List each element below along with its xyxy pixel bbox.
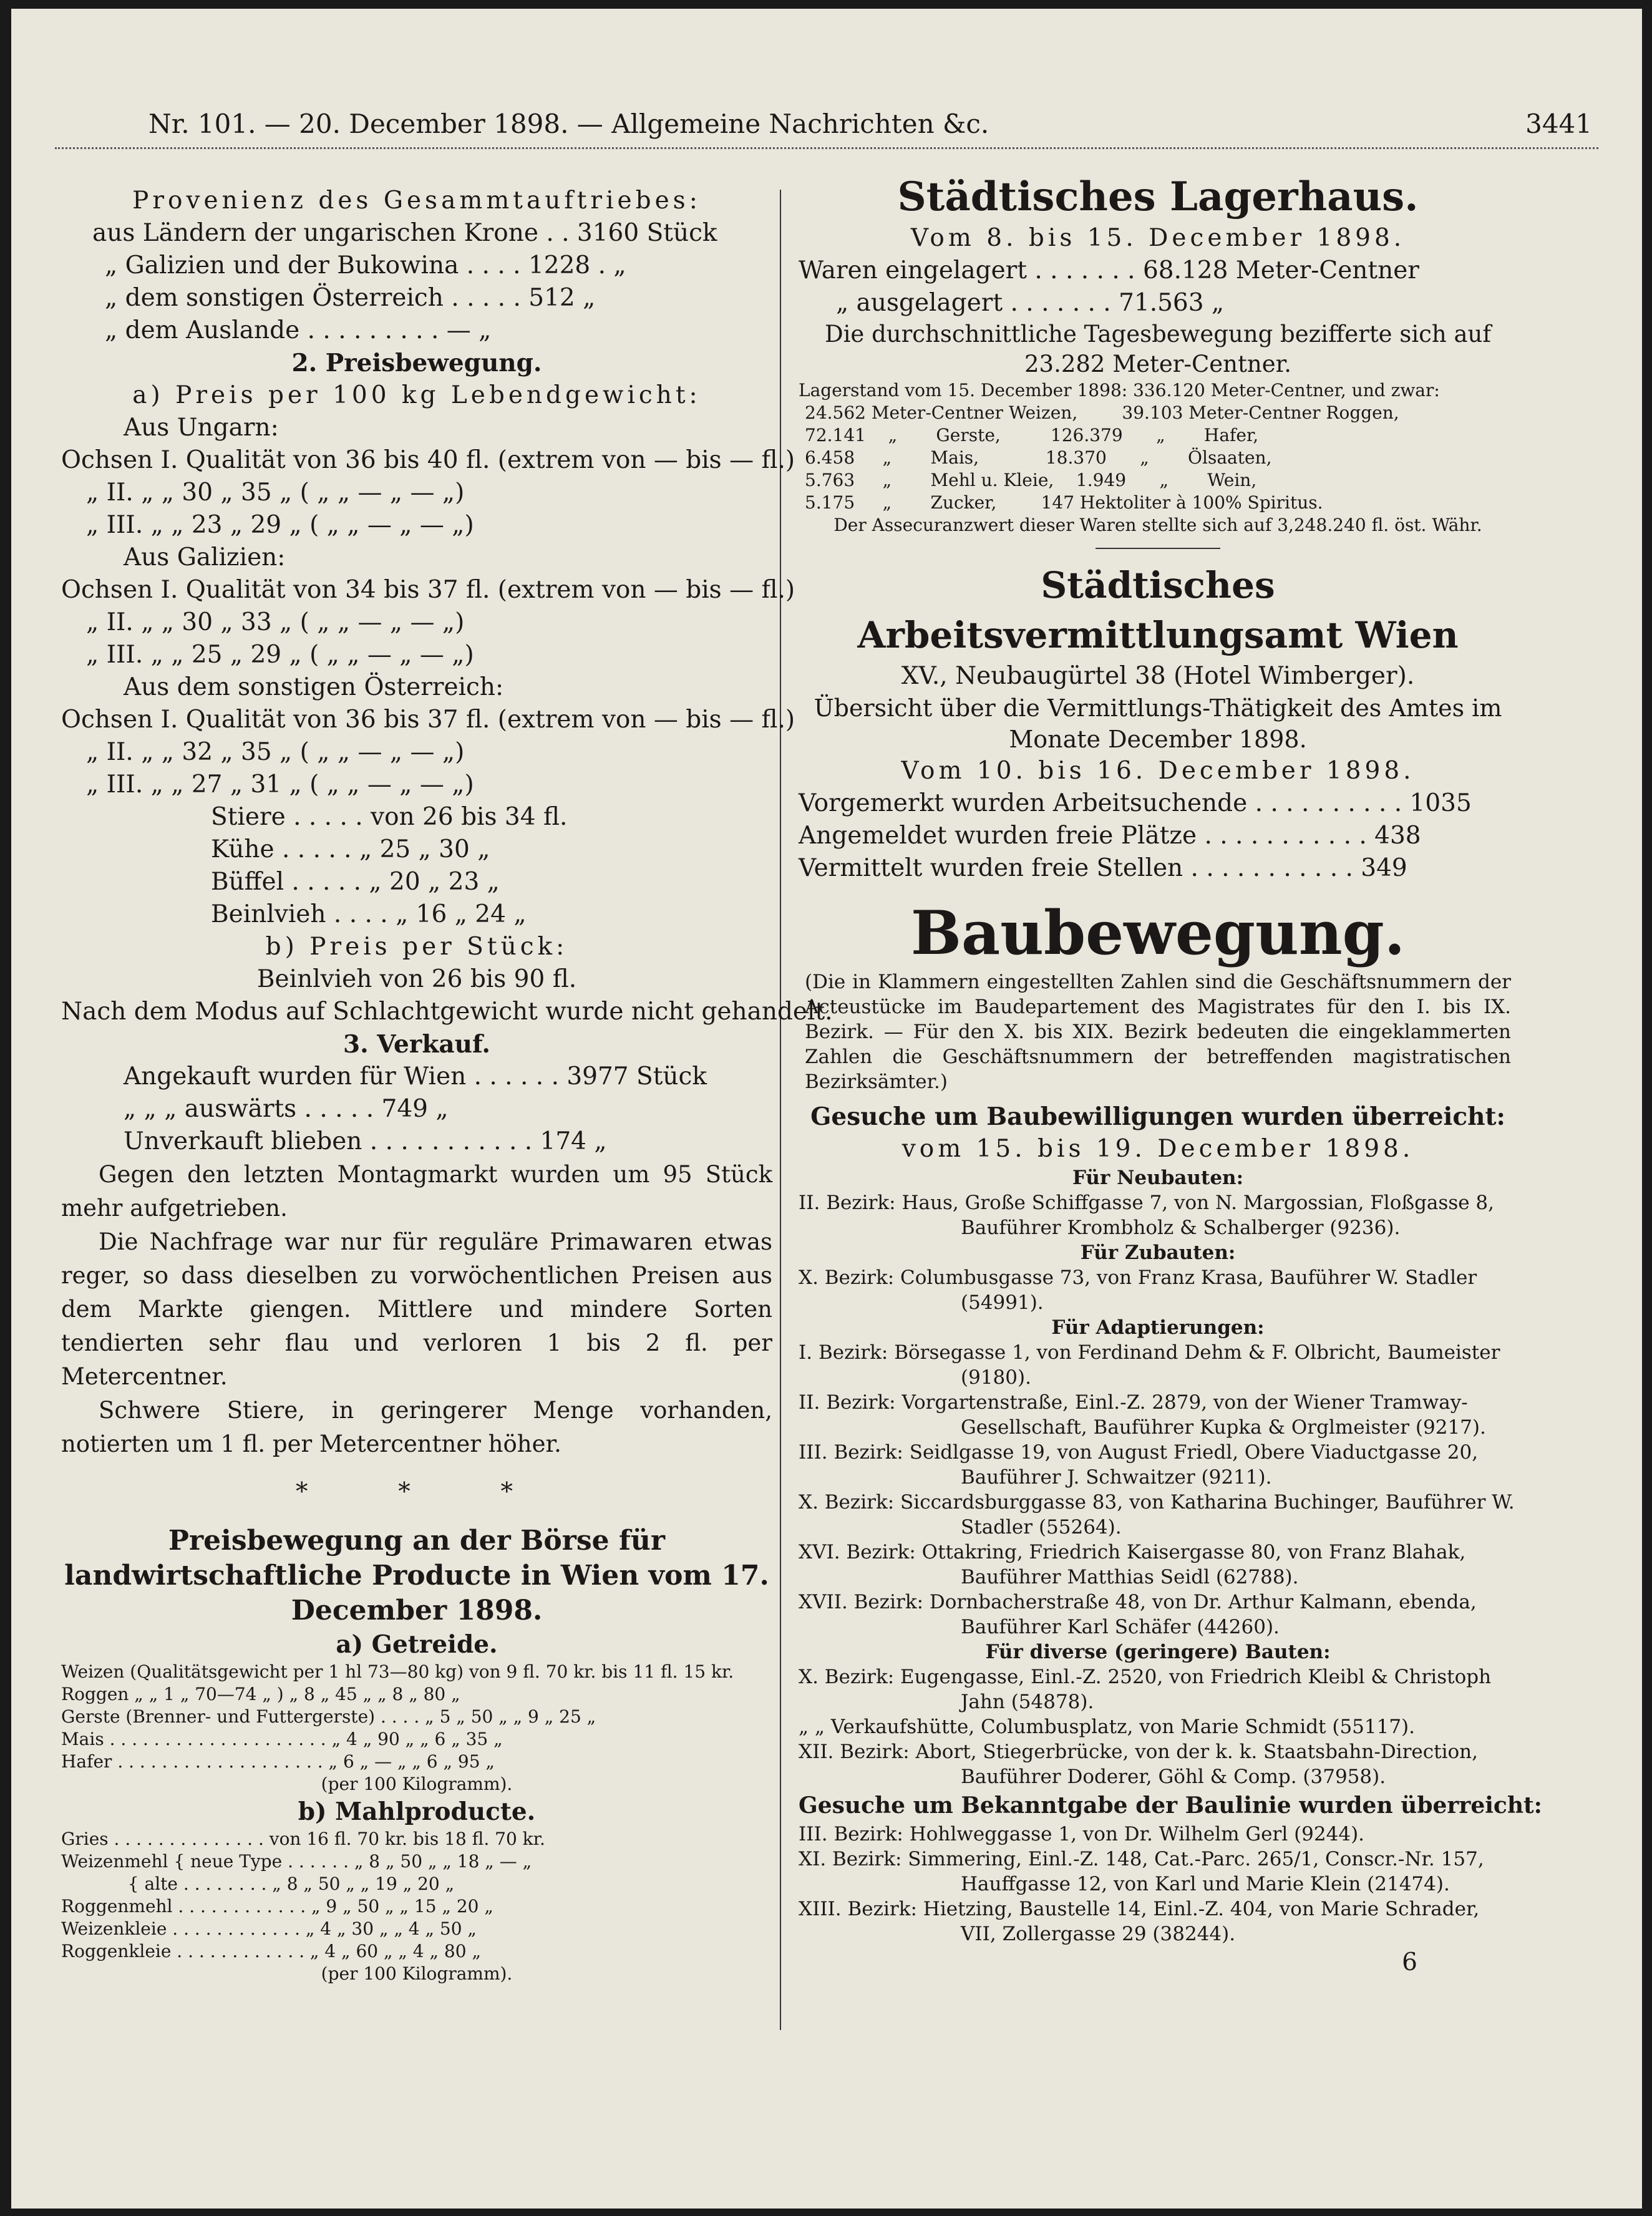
adaptierung-heading: Für Adaptierungen: — [1051, 1316, 1265, 1339]
bau-entry: I. Bezirk: Börsegasse 1, von Ferdinand Dehm & F. Olbricht, Baumeister (9180). — [799, 1341, 1500, 1389]
bau-entry: XII. Bezirk: Abort, Stiegerbrücke, von der k. k. Staatsbahn-Direction, Bauführer Doderer, Göhl & Comp. (37958). — [799, 1741, 1478, 1788]
getreide-row: Gerste (Brenner- und Futtergerste) . . . . „ 5 „ 50 „ „ 9 „ 25 „ — [61, 1706, 596, 1727]
getreide-row: Weizen (Qualitätsgewicht per 1 hl 73—80 kg) von 9 fl. 70 kr. bis 11 fl. 15 kr. — [61, 1661, 734, 1682]
bau-entry: XVII. Bezirk: Dornbacherstraße 48, von Dr. Arthur Kalmann, ebenda, Bauführer Karl Schäfer (44260). — [799, 1591, 1477, 1638]
vieh-row: Büffel . . . . . „ 20 „ 23 „ — [211, 868, 500, 896]
arbeitsamt-date: Vom 10. bis 16. December 1898. — [901, 757, 1415, 785]
neubau-heading: Für Neubauten: — [1072, 1167, 1244, 1189]
mahl-heading: b) Mahlproducte. — [298, 1797, 536, 1826]
vieh-row: Stiere . . . . . von 26 bis 34 fl. — [211, 803, 568, 831]
arbeitsamt-row: Vorgemerkt wurden Arbeitsuchende . . . . . . . . . . 1035 — [799, 789, 1472, 817]
arbeitsamt-address: XV., Neubaugürtel 38 (Hotel Wimberger). — [901, 662, 1415, 690]
price-row: „ III. „ „ 23 „ 29 „ ( „ „ — „ — „) — [86, 511, 474, 539]
bau-entry: XVI. Bezirk: Ottakring, Friedrich Kaisergasse 80, von Franz Blahak, Bauführer Matthias Seidl (62788). — [799, 1541, 1466, 1588]
lagerhaus-date: Vom 8. bis 15. December 1898. — [910, 224, 1406, 252]
bau-entry: X. Bezirk: Columbusgasse 73, von Franz Krasa, Bauführer W. Stadler (54991). — [799, 1266, 1477, 1314]
vieh-row: Beinlvieh . . . . „ 16 „ 24 „ — [211, 900, 527, 928]
baubewegung-title: Baubewegung. — [910, 898, 1406, 968]
divers-heading: Für diverse (geringere) Bauten: — [985, 1641, 1331, 1663]
newspaper-page — [11, 9, 1642, 2209]
bau-entry: „ „ Verkaufshütte, Columbusplatz, von Marie Schmidt (55117). — [799, 1716, 1416, 1738]
getreide-row: Roggen „ „ 1 „ 70—74 „ ) „ 8 „ 45 „ „ 8 „ 80 „ — [61, 1684, 460, 1704]
preis-b-heading: b) Preis per Stück: — [265, 933, 568, 961]
galizien-label: Aus Galizien: — [124, 543, 286, 571]
price-row: „ III. „ „ 25 „ 29 „ ( „ „ — „ — „) — [86, 641, 474, 669]
preisbewegung-heading: 2. Preisbewegung. — [291, 349, 542, 377]
zubau-heading: Für Zubauten: — [1080, 1242, 1236, 1264]
getreide-row: Mais . . . . . . . . . . . . . . . . . . . . „ 4 „ 90 „ „ 6 „ 35 „ — [61, 1729, 503, 1749]
mahl-row: Roggenmehl . . . . . . . . . . . . „ 9 „ 50 „ „ 15 „ 20 „ — [61, 1896, 493, 1917]
right-column — [799, 172, 1542, 1979]
boerse-title: Preisbewegung an der Börse für landwirtschaftliche Producte in Wien vom 17. December 1898. — [64, 1525, 769, 1626]
unit-note: (per 100 Kilogramm). — [321, 1963, 513, 1984]
price-row: Ochsen I. Qualität von 36 bis 40 fl. (extrem von — bis — fl.) — [61, 446, 795, 474]
price-row: „ III. „ „ 27 „ 31 „ ( „ „ — „ — „) — [86, 770, 474, 799]
arbeitsamt-subtitle: Übersicht über die Vermittlungs-Thätigkeit des Amtes im Monate December 1898. — [814, 694, 1502, 753]
bau-entry: III. Bezirk: Seidlgasse 19, von August Friedl, Obere Viaductgasse 20, Bauführer J. Schwaitzer (9211). — [799, 1441, 1479, 1489]
mahl-row: Roggenkleie . . . . . . . . . . . . „ 4 „ 60 „ „ 4 „ 80 „ — [61, 1941, 481, 1961]
mahl-row: Weizenmehl { neue Type . . . . . . „ 8 „ 50 „ „ 18 „ — „ — [61, 1851, 532, 1872]
divider — [1096, 548, 1220, 549]
getreide-row: Hafer . . . . . . . . . . . . . . . . . . . „ 6 „ — „ „ 6 „ 95 „ — [61, 1751, 495, 1772]
lagerstand-row: Der Assecuranzwert dieser Waren stellte sich auf 3,248.240 fl. öst. Währ. — [833, 515, 1482, 535]
section-stars: * * * — [295, 1478, 538, 1506]
beinlvieh-price: Beinlvieh von 26 bis 90 fl. — [256, 965, 577, 993]
lager-row: Waren eingelagert . . . . . . . 68.128 Meter-Centner — [799, 256, 1419, 284]
mahl-row: Gries . . . . . . . . . . . . . . von 16 fl. 70 kr. bis 18 fl. 70 kr. — [61, 1829, 545, 1849]
price-row: „ II. „ „ 30 „ 35 „ ( „ „ — „ — „) — [86, 479, 465, 507]
arbeitsamt-row: Angemeldet wurden freie Plätze . . . . . . . . . . . 438 — [799, 822, 1421, 850]
mahl-row: Weizenkleie . . . . . . . . . . . . „ 4 „ 30 „ „ 4 „ 50 „ — [61, 1918, 477, 1939]
baubewegung-note: (Die in Klammern eingestellten Zahlen sind die Geschäftsnummern der Acteustücke im Baudepartement des Magistrates für den I. bis IX. Bezirk. — Für den X. bis XIX. Bezirk bedeuten die eingeklammerten Zahlen die Geschäftsnummern der betreffenden magistratischen Bezirksämter.) — [805, 971, 1511, 1093]
provenienz-row: „ dem Auslande . . . . . . . . . — „ — [105, 316, 492, 344]
price-row: Ochsen I. Qualität von 36 bis 37 fl. (extrem von — bis — fl.) — [61, 706, 795, 734]
bau-entry: II. Bezirk: Haus, Große Schiffgasse 7, von N. Margossian, Floßgasse 8, Bauführer Krombholz & Schalberger (9236). — [799, 1192, 1495, 1239]
price-row: „ II. „ „ 30 „ 33 „ ( „ „ — „ — „) — [86, 608, 465, 636]
arbeitsamt-title: Städtisches Arbeitsvermittlungsamt Wien — [857, 564, 1459, 656]
lagerstand-row: 72.141 „ Gerste, 126.379 „ Hafer, — [805, 425, 1259, 445]
paragraph: Gegen den letzten Montagmarkt wurden um 95 Stück mehr aufgetrieben. — [61, 1161, 772, 1222]
gesuche-heading: Gesuche um Baubewilligungen wurden überreicht: — [810, 1102, 1505, 1131]
getreide-heading: a) Getreide. — [336, 1630, 498, 1659]
lagerstand-table — [799, 379, 1517, 537]
ungarn-label: Aus Ungarn: — [124, 414, 279, 442]
lagerhaus-title: Städtisches Lagerhaus. — [897, 173, 1419, 220]
price-row: „ II. „ „ 32 „ 35 „ ( „ „ — „ — „) — [86, 738, 465, 766]
lagerstand-row: 24.562 Meter-Centner Weizen, 39.103 Meter-Centner Roggen, — [805, 402, 1399, 423]
lager-row: „ ausgelagert . . . . . . . 71.563 „ — [836, 289, 1225, 317]
price-row: Ochsen I. Qualität von 34 bis 37 fl. (extrem von — bis — fl.) — [61, 576, 795, 604]
lagerstand-row: 6.458 „ Mais, 18.370 „ Ölsaaten, — [805, 447, 1272, 468]
mahl-table — [61, 1828, 772, 1963]
mahl-row: { alte . . . . . . . . „ 8 „ 50 „ „ 19 „ 20 „ — [61, 1873, 455, 1894]
provenienz-row: „ Galizien und der Bukowina . . . . 1228 . „ — [105, 251, 626, 279]
vieh-row: Kühe . . . . . „ 25 „ 30 „ — [211, 835, 490, 863]
left-column — [61, 172, 833, 1985]
header-rule — [55, 147, 1598, 149]
paragraph: Die Nachfrage war nur für reguläre Primawaren etwas reger, so dass dieselben zu vorwöchentlichen Preisen aus dem Markte giengen. Mittlere und mindere Sorten tendierten sehr flau und verloren 1 bis 2 fl. per Metercentner. — [61, 1228, 772, 1390]
verkauf-row: Unverkauft blieben . . . . . . . . . . . 174 „ — [124, 1127, 607, 1155]
lagerstand-row: Lagerstand vom 15. December 1898: 336.120 Meter-Centner, und zwar: — [799, 380, 1440, 401]
page-number: 3441 — [1525, 109, 1592, 139]
getreide-table — [61, 1661, 772, 1773]
signature-mark: 6 — [1402, 1948, 1417, 1976]
modus-note: Nach dem Modus auf Schlachtgewicht wurde nicht gehandelt. — [61, 998, 833, 1026]
provenienz-row: „ dem sonstigen Österreich . . . . . 512 „ — [105, 284, 596, 312]
arbeitsamt-row: Vermittelt wurden freie Stellen . . . . . . . . . . . 349 — [799, 854, 1407, 882]
provenienz-heading: Provenienz des Gesammtauftriebes: — [132, 187, 701, 215]
lager-average: Die durchschnittliche Tagesbewegung bezifferte sich auf 23.282 Meter-Centner. — [824, 321, 1492, 377]
paragraph: Schwere Stiere, in geringerer Menge vorhanden, notierten um 1 fl. per Metercentner höher. — [61, 1397, 772, 1457]
gesuche-date: vom 15. bis 19. December 1898. — [901, 1135, 1414, 1163]
verkauf-row: „ „ „ auswärts . . . . . 749 „ — [124, 1095, 449, 1123]
lagerstand-row: 5.175 „ Zucker, 147 Hektoliter à 100% Spiritus. — [805, 492, 1323, 513]
baulinie-heading: Gesuche um Bekanntgabe der Baulinie wurden überreicht: — [799, 1792, 1542, 1819]
oesterreich-label: Aus dem sonstigen Österreich: — [124, 673, 504, 701]
preis-a-heading: a) Preis per 100 kg Lebendgewicht: — [132, 381, 701, 409]
bau-entry: II. Bezirk: Vorgartenstraße, Einl.-Z. 2879, von der Wiener Tramway-Gesellschaft, Bauführer Kupka & Orglmeister (9217). — [799, 1391, 1486, 1439]
provenienz-list — [61, 217, 772, 347]
baulinie-entry: XI. Bezirk: Simmering, Einl.-Z. 148, Cat.-Parc. 265/1, Conscr.-Nr. 157, Hauffgasse 12, von Karl und Marie Klein (21474). — [799, 1848, 1484, 1895]
verkauf-heading: 3. Verkauf. — [343, 1030, 490, 1059]
verkauf-row: Angekauft wurden für Wien . . . . . . 3977 Stück — [124, 1062, 707, 1091]
provenienz-row: aus Ländern der ungarischen Krone . . 3160 Stück — [92, 219, 717, 247]
bau-entry: X. Bezirk: Eugengasse, Einl.-Z. 2520, von Friedrich Kleibl & Christoph Jahn (54878). — [799, 1666, 1492, 1713]
baulinie-entry: XIII. Bezirk: Hietzing, Baustelle 14, Einl.-Z. 404, von Marie Schrader, VII, Zollergasse 29 (38244). — [799, 1898, 1480, 1945]
bau-entry: X. Bezirk: Siccardsburggasse 83, von Katharina Buchinger, Bauführer W. Stadler (55264). — [799, 1491, 1515, 1538]
lagerstand-row: 5.763 „ Mehl u. Kleie, 1.949 „ Wein, — [805, 470, 1257, 490]
baulinie-entry: III. Bezirk: Hohlweggasse 1, von Dr. Wilhelm Gerl (9244). — [799, 1823, 1365, 1845]
running-header: Nr. 101. — 20. December 1898. — Allgemeine Nachrichten &c. — [148, 109, 989, 139]
unit-note: (per 100 Kilogramm). — [321, 1774, 513, 1794]
